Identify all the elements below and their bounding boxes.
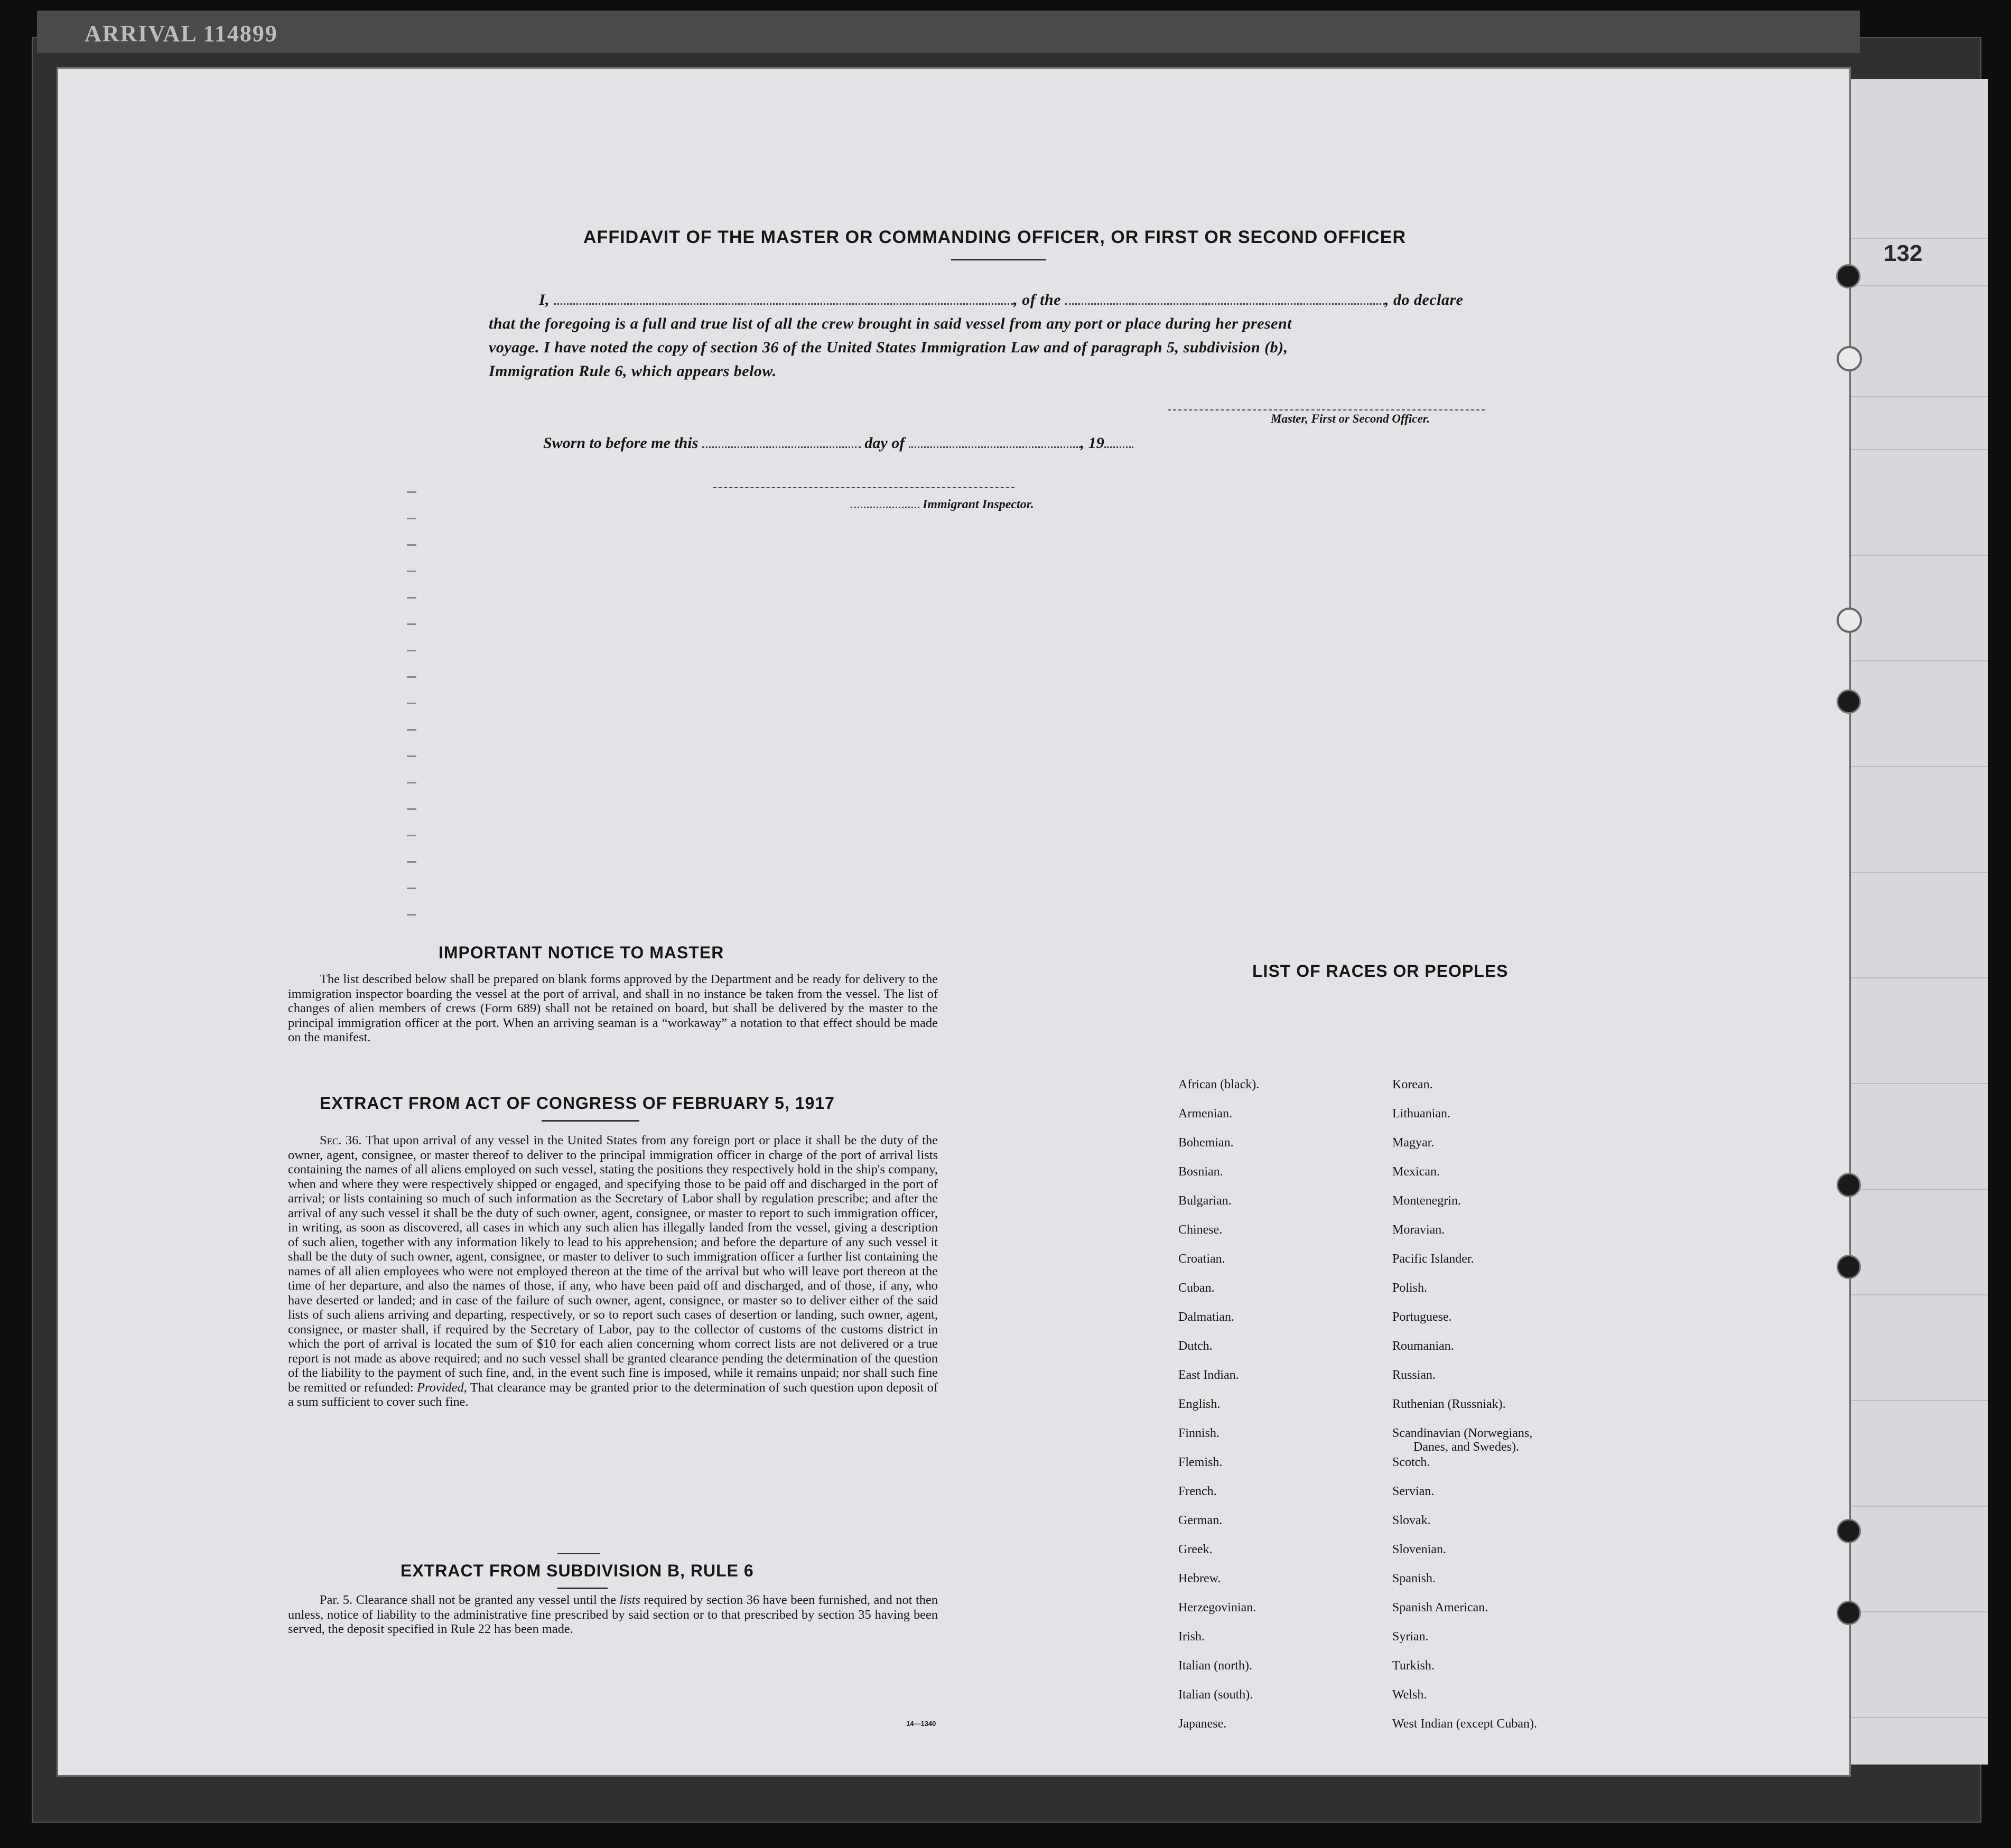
race-item: East Indian. [1178,1368,1239,1382]
margin-tick [407,597,416,599]
race-item: Italian (south). [1178,1688,1253,1702]
race-item: German. [1178,1514,1223,1527]
races-left-column [1178,1078,1259,1746]
race-item: Spanish American. [1392,1601,1488,1614]
race-item: Turkish. [1392,1659,1435,1673]
punch-hole [1836,264,1860,288]
race-item: Welsh. [1392,1688,1427,1702]
notice-text: The list described below shall be prepared on blank forms approved by the Department and be ready for delivery to the immigration inspector boarding the vessel at the port of arrival, and shall in no instance be taken from the vessel. The list of changes of alien members of crews (Form 689) shall not be retained on board, but shall be delivered by the master to the principal immigration officer at the port. When an arriving seaman is a “workaway” a notation to that effect should be made on the manifest. [288,972,938,1044]
back-page-number: 132 [1884,240,1923,266]
race-item: Roumanian. [1392,1339,1454,1353]
race-item: Polish. [1392,1281,1428,1295]
race-item: Scandinavian (Norwegians, Danes, and Swedes). [1392,1426,1533,1454]
arrival-stamp: ARRIVAL 114899 [85,21,278,46]
act-text: Sec. 36. That upon arrival of any vessel in the United States from any foreign port or place it shall be the duty of the owner, agent, consignee, or master thereof to deliver to the principal immigration officer in charge of the port of arrival lists containing the names of all aliens employed on such vessel, stating the positions they respectively hold in the ship's company, when and where they were respectively shipped or engaged, and specifying those to be paid off and discharged in the port of arrival; or lists containing so much of such information as the Secretary of Labor shall by regulation prescribe; and after the arrival of any such vessel it shall be the duty of such owner, agent, consignee, or master to report to such immigration officer, in writing, as soon as discovered, all cases in which any such alien has illegally landed from the vessel, giving a description of such alien, together with any information likely to lead to his apprehension; and before the departure of any such vessel it shall be the duty of such owner, agent, consignee, or master to deliver to such immigration officer a further list containing the names of all alien employees who were not employed thereon at the time of the arrival but who will leave port thereon at the time of her departure, and also the names of those, if any, who have been paid off and discharged, and of those, if any, who have deserted or landed; and in case of the failure of such owner, agent, consignee, or master so to deliver either of the said lists of such aliens arriving and departing, respectively, or so to report such cases of desertion or landing, such owner, agent, consignee, or master shall, if required by the Secretary of Labor, pay to the collector of customs of the customs district in which the port of arrival is located the sum of $10 for each alien concerning whom correct lists are not delivered or a true report is not made as above required; and no such vessel shall be granted clearance pending the determination of the question of the liability to the payment of such fine, and, in the event such fine is imposed, while it remains unpaid; nor shall such fine be remitted or refunded: Provided, That clearance may be granted prior to the determination of such question upon deposit of a sum sufficient to cover such fine. [288,1133,938,1409]
race-item: Irish. [1178,1630,1205,1644]
race-item: Spanish. [1392,1572,1436,1585]
race-item: Ruthenian (Russniak). [1392,1397,1506,1411]
race-item: Korean. [1392,1078,1433,1091]
margin-tick [407,544,416,546]
margin-tick [407,571,416,572]
punch-hole [1837,346,1862,371]
margin-tick [407,755,416,757]
margin-tick [407,861,416,863]
manifest-sheet [58,69,1849,1775]
day-blank[interactable] [702,446,861,448]
race-item: Herzegovinian. [1178,1601,1256,1614]
race-item: African (black). [1178,1078,1260,1091]
act-end-rule [557,1553,600,1554]
signature-blank[interactable] [1168,409,1485,410]
rule-title: EXTRACT FROM SUBDIVISION B, RULE 6 [401,1561,754,1580]
race-item: Moravian. [1392,1223,1445,1237]
sworn-statement: Sworn to before me this day of , 19 [543,434,1133,452]
races-right-column [1392,1078,1537,1746]
race-item: Lithuanian. [1392,1107,1450,1121]
race-item: Dalmatian. [1178,1310,1234,1324]
vessel-blank[interactable] [1065,303,1385,305]
margin-tick [407,888,416,889]
race-item: Bohemian. [1178,1136,1234,1150]
margin-tick [407,729,416,731]
race-item: Greek. [1178,1543,1213,1556]
punch-hole [1837,608,1862,633]
race-item: Mexican. [1392,1165,1440,1179]
race-item: Servian. [1392,1485,1435,1498]
rule-text: Par. 5. Clearance shall not be granted any vessel until the lists required by section 36 have been furnished, and not then unless, notice of liability to the administrative fine prescribed by said section or to that prescribed by section 35 having been served, the deposit specified in Rule 22 has been made. [288,1593,938,1636]
race-item: Armenian. [1178,1107,1232,1121]
name-blank[interactable] [554,303,1013,305]
title-underline [951,259,1046,260]
punch-hole [1837,1519,1861,1543]
race-item: Japanese. [1178,1717,1227,1731]
margin-tick [407,914,416,916]
punch-hole [1837,689,1861,714]
margin-tick [407,623,416,625]
act-title-underline [542,1120,639,1122]
inspector-label: Immigrant Inspector. [851,498,1034,512]
rule-title-underline [557,1588,608,1589]
margin-tick [407,650,416,651]
race-item: Scotch. [1392,1455,1430,1469]
margin-tick [407,676,416,678]
race-item: Croatian. [1178,1252,1225,1266]
race-item: French. [1178,1485,1217,1498]
race-item: Magyar. [1392,1136,1435,1150]
declaration-text: I, , of the , do declare that the foregoing is a full and true list of all the crew brought in said vessel from any port or place during her present voyage. I have noted the copy of section 36 of the United States Immigration Law and of paragraph 5, subdivision (b), Immigration Rule 6, which appears below. [489,291,1464,380]
notice-title: IMPORTANT NOTICE TO MASTER [439,943,724,962]
race-item: Portuguese. [1392,1310,1452,1324]
race-item: Montenegrin. [1392,1194,1461,1208]
race-item: Bulgarian. [1178,1194,1232,1208]
affidavit-title: AFFIDAVIT OF THE MASTER OR COMMANDING OFFICER, OR FIRST OR SECOND OFFICER [583,227,1406,247]
race-item: Bosnian. [1178,1165,1223,1179]
year-blank[interactable] [1104,446,1133,448]
previous-page-edge [37,11,1860,53]
race-item: Russian. [1392,1368,1436,1382]
race-item: Finnish. [1178,1426,1220,1440]
margin-tick [407,491,416,493]
margin-tick [407,518,416,519]
race-item: Flemish. [1178,1455,1223,1469]
punch-hole [1837,1601,1861,1625]
form-number: 14—1340 [906,1720,936,1728]
race-item: Hebrew. [1178,1572,1221,1585]
race-item: Cuban. [1178,1281,1215,1295]
race-item: Syrian. [1392,1630,1429,1644]
race-item: English. [1178,1397,1221,1411]
race-item: Chinese. [1178,1223,1223,1237]
race-item: Italian (north). [1178,1659,1252,1673]
margin-tick [407,703,416,704]
punch-hole [1837,1173,1861,1197]
race-item: West Indian (except Cuban). [1392,1717,1537,1731]
month-blank[interactable] [909,446,1081,448]
margin-tick [407,808,416,810]
race-item: Slovenian. [1392,1543,1446,1556]
inspector-signature-blank[interactable] [713,487,1014,488]
signature-label: Master, First or Second Officer. [1271,412,1430,425]
race-item: Pacific Islander. [1392,1252,1474,1266]
race-item: Slovak. [1392,1514,1431,1527]
margin-tick [407,835,416,836]
punch-hole [1837,1255,1861,1279]
races-title: LIST OF RACES OR PEOPLES [1252,962,1509,981]
margin-tick [407,782,416,783]
act-title: EXTRACT FROM ACT OF CONGRESS OF FEBRUARY 5, 1917 [320,1094,835,1113]
race-item: Dutch. [1178,1339,1213,1353]
